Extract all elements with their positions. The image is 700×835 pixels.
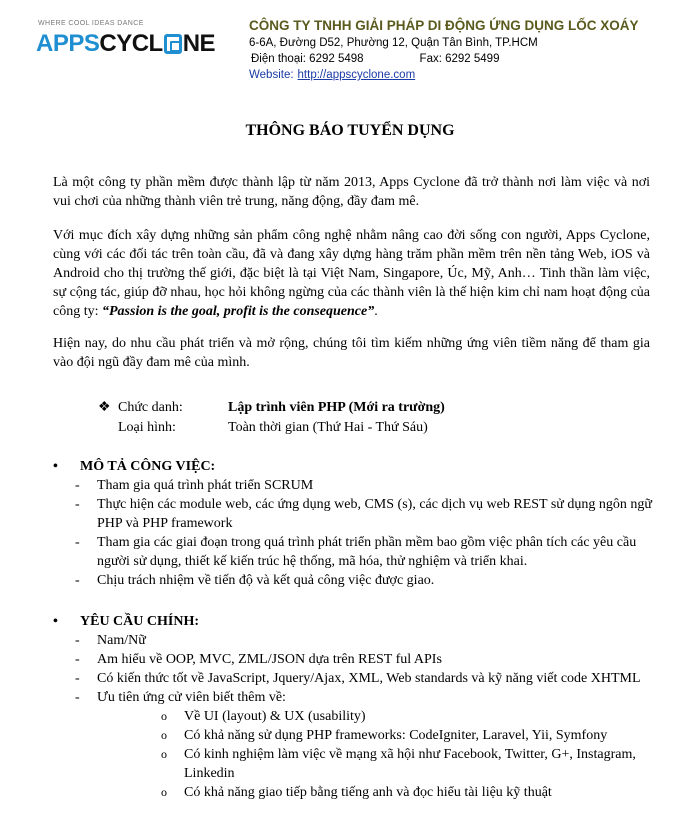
page-title: THÔNG BÁO TUYỂN DỤNG <box>245 122 455 139</box>
job-description-section <box>53 457 653 590</box>
company-phone: Điện thoại: 6292 5498 <box>251 53 364 65</box>
job-description-list <box>53 476 653 590</box>
position-title-value: Lập trình viên PHP (Mới ra trường) <box>228 400 445 415</box>
website-label: Website: <box>249 69 294 81</box>
position-type-value: Toàn thời gian (Thứ Hai - Thứ Sáu) <box>228 420 428 435</box>
intro-paragraph-2: Với mục đích xây dựng những sản phẩm công nghệ nhằm nâng cao đời sống con người, Apps Cyclone, cùng với các đối tác trên toàn cầu, đã và đang xây dựng hàng trăm phần mềm trên nền tảng Web, iOS và Android cho thị trường thế giới, đặc biệt là tại Việt Nam, Singapore, Úc, Mỹ, Anh… Tinh thần làm việc, sự cộng tác, giúp đỡ nhau, học hỏi không ngừng của các thành viên là thế hiện kim chỉ nam hoạt động của công ty: “Passion is the goal, profit is the consequence”. <box>53 228 650 319</box>
company-info <box>249 18 638 81</box>
logo-tagline: WHERE COOL IDEAS DANCE <box>38 20 144 27</box>
company-name: CÔNG TY TNHH GIẢI PHÁP DI ĐỘNG ỨNG DỤNG LỐC XOÁY <box>249 18 639 33</box>
position-title-label: Chức danh: <box>118 400 183 415</box>
position-type-row <box>98 418 445 438</box>
sub-list-item: o Có khả năng sử dụng PHP frameworks: CodeIgniter, Laravel, Yii, Symfony <box>161 728 608 743</box>
list-item: - Ưu tiên ứng cử viên biết thêm về: <box>75 690 286 705</box>
requirements-section <box>53 612 653 802</box>
position-block <box>98 398 445 438</box>
sub-list-item: o Về UI (layout) & UX (usability) <box>161 709 366 724</box>
job-description-heading: • MÔ TẢ CÔNG VIỆC: <box>53 459 216 474</box>
list-item: - Chịu trách nhiệm về tiến độ và kết quả công việc được giao. <box>75 573 435 588</box>
company-address: 6-6A, Đường D52, Phường 12, Quận Tân Bình, TP.HCM <box>249 37 538 49</box>
sub-list-item: o Có khả năng giao tiếp bằng tiếng anh và đọc hiểu tài liệu kỹ thuật <box>161 785 552 800</box>
company-fax: Fax: 6292 5499 <box>419 53 500 65</box>
list-item: - Có kiến thức tốt về JavaScript, Jquery/Ajax, XML, Web standards và kỹ năng viết code XHTML <box>75 671 641 686</box>
list-item: - Nam/Nữ <box>75 633 146 648</box>
list-item: - Am hiểu về OOP, MVC, ZML/JSON dựa trên REST ful APIs <box>75 652 442 667</box>
bullet-icon: • <box>53 614 58 629</box>
bullet-icon: • <box>53 459 58 474</box>
list-item: - Thực hiện các module web, các ứng dụng web, CMS (s), các dịch vụ web REST sử dụng ngôn ngữ PHP và PHP framework <box>75 497 652 531</box>
logo-wordmark: APPSCYCL NE <box>36 30 216 57</box>
website-link[interactable]: http://appscyclone.com <box>297 69 416 81</box>
company-contact <box>251 53 638 65</box>
requirements-list <box>53 631 653 802</box>
position-title-row <box>98 398 445 418</box>
requirements-heading: • YÊU CẦU CHÍNH: <box>53 614 199 629</box>
diamond-bullet-icon: ❖ <box>98 400 111 415</box>
list-item: - Tham gia các giai đoạn trong quá trình phát triển phần mềm bao gồm việc phân tích các yêu cầu người sử dụng, thiết kế kiến trúc hệ thống, mã hóa, thử nghiệm và triển khai. <box>75 535 637 569</box>
position-type-label: Loại hình: <box>118 420 176 435</box>
intro-paragraph-3: Hiện nay, do nhu cầu phát triển và mở rộng, chúng tôi tìm kiếm những ứng viên tiềm năng để tham gia vào đội ngũ đầy đam mê của mình. <box>53 336 650 370</box>
company-logo <box>36 20 216 70</box>
company-motto: “Passion is the goal, profit is the consequence” <box>102 304 375 319</box>
list-item: - Tham gia quá trình phát triển SCRUM <box>75 478 314 493</box>
logo-o-icon <box>164 34 182 54</box>
company-website <box>249 69 638 81</box>
sub-list-item: o Có kinh nghiệm làm việc về mạng xã hội như Facebook, Twitter, G+, Instagram, Linkedin <box>161 747 636 781</box>
intro-paragraph-1: Là một công ty phần mềm được thành lập từ năm 2013, Apps Cyclone đã trở thành nơi làm việc và nơi vui chơi của những thành viên trẻ trung, năng động, đầy đam mê. <box>53 175 650 209</box>
